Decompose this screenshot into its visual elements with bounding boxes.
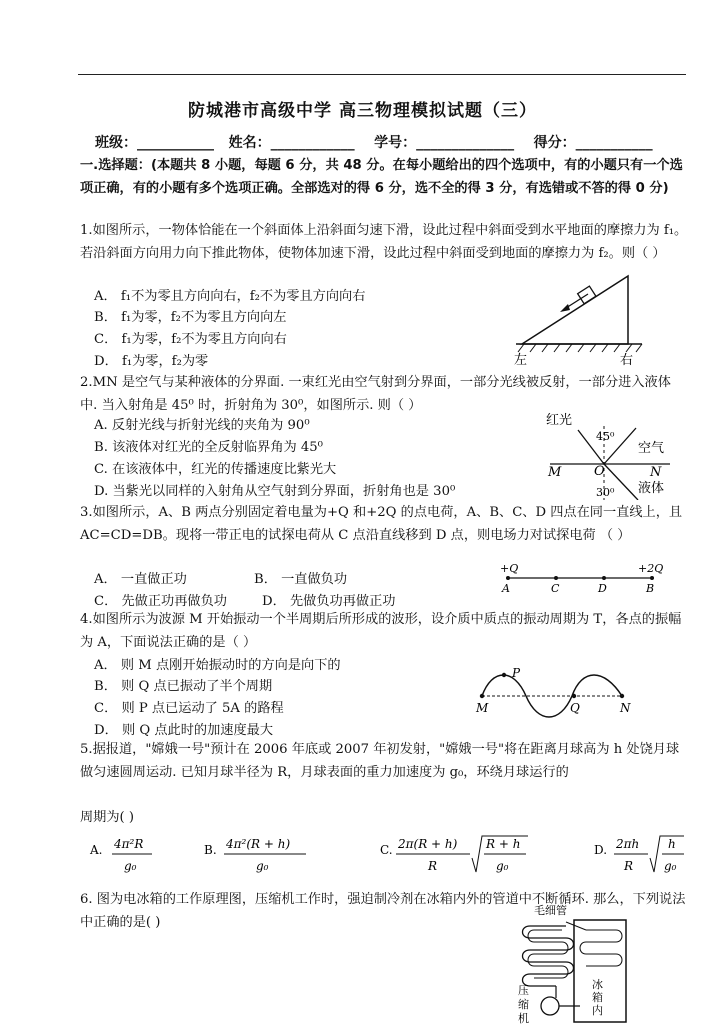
q2-red-light-label: 红光 xyxy=(546,413,573,428)
q3-point-c: C xyxy=(551,582,560,595)
q4-point-m: M xyxy=(476,701,489,715)
q6-compressor-label-2: 缩 xyxy=(518,998,529,1011)
q4-option-a: A． 则 M 点刚开始振动时的方向是向下的 xyxy=(94,658,341,673)
q2-O-label: O xyxy=(594,464,605,479)
q5-option-a-numerator: 4π²R xyxy=(114,837,144,851)
q2-angle-30-label: 30⁰ xyxy=(596,486,615,499)
q6-inside-label-1: 冰 xyxy=(592,978,603,991)
q6-compressor-label-1: 压 xyxy=(518,984,529,997)
q3-charges-figure xyxy=(496,560,676,596)
q5-option-d-numerator: 2πh xyxy=(616,837,640,851)
q2-option-d: D. 当紫光以同样的入射角从空气射到分界面，折射角也是 30⁰ xyxy=(94,484,456,499)
exam-title: 防城港市高级中学 高三物理模拟试题（三） xyxy=(188,101,537,121)
section-heading: 一.选择题：(本题共 8 小题，每题 6 分，共 48 分。在每小题给出的四个选项中，有的小题只有一个选项正确，有的小题有多个选项正确。全部选对的得 6 分，选不全的得 3 分，有选错或不答的得 0 分) xyxy=(80,158,683,196)
q2-M-label: M xyxy=(548,465,562,480)
q2-option-a: A. 反射光线与折射光线的夹角为 90⁰ xyxy=(94,418,310,433)
q1-incline-figure xyxy=(500,268,660,368)
q2-refraction-figure xyxy=(540,408,680,500)
q2-N-label: N xyxy=(650,465,662,480)
q5-option-c-sqrt-numerator: R + h xyxy=(486,837,521,851)
q4-option-b: B． 则 Q 点已振动了半个周期 xyxy=(94,679,273,694)
student-info-line: 班级：___________ 姓名：____________ 学号：______________ 得分：___________ xyxy=(95,135,653,151)
q3-point-b: B xyxy=(646,582,655,595)
q1-option-d: D． f₁为零，f₂为零 xyxy=(94,354,209,369)
q2-air-label: 空气 xyxy=(638,441,665,456)
q2-angle-45-label: 45⁰ xyxy=(596,430,615,443)
q5-option-c-sqrt-denominator: g₀ xyxy=(496,859,509,873)
q4-stem: 4.如图所示为波源 M 开始振动一个半周期后所形成的波形，设介质中质点的振动周期为 T，各点的振幅为 A，下面说法正确的是（ ） xyxy=(80,612,682,650)
q1-stem: 1.如图所示，一物体恰能在一个斜面体上沿斜面匀速下滑，设此过程中斜面受到水平地面的摩擦力为 f₁。若沿斜面方向用力向下推此物体，使物体加速下滑，设此过程中斜面受到地面的摩擦力为 f₂。则（ ） xyxy=(80,223,688,261)
q6-capillary-label: 毛细管 xyxy=(534,904,567,917)
q5-option-d-denominator: R xyxy=(624,859,634,873)
q1-option-c: C． f₁为零，f₂不为零且方向向右 xyxy=(94,332,287,347)
q1-option-a: A． f₁不为零且方向向右，f₂不为零且方向向右 xyxy=(94,289,366,304)
q2-option-b: B. 该液体对红光的全反射临界角为 45⁰ xyxy=(94,440,323,455)
q3-option-d: D． 先做负功再做正功 xyxy=(262,594,396,609)
q4-option-d: D． 则 Q 点此时的加速度最大 xyxy=(94,723,274,738)
q5-option-d-sqrt-denominator: g₀ xyxy=(664,859,677,873)
q2-option-c: C. 在该液体中，红光的传播速度比紫光大 xyxy=(94,462,337,477)
q2-liquid-label: 液体 xyxy=(638,481,665,496)
q1-option-b: B． f₁为零，f₂不为零且方向向左 xyxy=(94,310,287,325)
q3-point-d: D xyxy=(598,582,607,595)
q5-option-b-label: B. xyxy=(204,843,217,857)
q4-wave-figure xyxy=(470,662,640,726)
q5-stem: 5.据报道，"嫦娥一号"预计在 2006 年底或 2007 年初发射，"嫦娥一号"将在距离月球高为 h 处饶月球做匀速圆周运动. 已知月球半径为 R，月球表面的重力加速度为 g₀，环绕月球运行的 xyxy=(80,742,680,780)
q1-right-label: 右 xyxy=(620,353,634,368)
q5-option-d-sqrt-numerator: h xyxy=(668,837,676,851)
q6-fridge-figure xyxy=(516,902,636,1024)
q5-option-c-label: C. xyxy=(380,843,393,857)
q3-charge-plus-q: +Q xyxy=(500,562,519,575)
q6-inside-label-3: 内 xyxy=(592,1004,603,1017)
q6-inside-label-2: 箱 xyxy=(592,991,603,1004)
q5-option-a-label: A. xyxy=(90,843,103,857)
q1-left-label: 左 xyxy=(514,353,528,368)
q3-charge-plus-2q: +2Q xyxy=(638,562,664,575)
q3-option-b: B． 一直做负功 xyxy=(254,572,348,587)
q6-stem: 6. 图为电冰箱的工作原理图，压缩机工作时，强迫制冷剂在冰箱内外的管道中不断循环. 那么，下列说法中正确的是( ) xyxy=(80,892,686,930)
q4-point-q: Q xyxy=(570,701,580,715)
top-rule xyxy=(78,74,686,75)
q5-option-d-label: D. xyxy=(594,843,608,857)
q3-stem: 3.如图所示，A、B 两点分别固定着电量为+Q 和+2Q 的点电荷，A、B、C、D 四点在同一直线上，且 AC=CD=DB。现将一带正电的试探电荷从 C 点沿直线移到 D 点，则电场力对试探电荷 （ ） xyxy=(80,505,683,543)
q3-option-c: C． 先做正功再做负功 xyxy=(94,594,227,609)
q3-point-a: A xyxy=(502,582,510,595)
q5-stem-period: 周期为( ) xyxy=(80,810,135,825)
q6-compressor-label-3: 机 xyxy=(518,1012,529,1024)
q4-point-p: P xyxy=(512,666,521,680)
q5-options-formulas xyxy=(88,834,688,882)
q5-option-a-denominator: g₀ xyxy=(124,859,137,873)
q5-option-b-denominator: g₀ xyxy=(256,859,269,873)
q5-option-b-numerator: 4π²(R + h) xyxy=(226,837,291,851)
q3-option-a: A． 一直做正功 xyxy=(94,572,187,587)
q4-option-c: C． 则 P 点已运动了 5A 的路程 xyxy=(94,701,284,716)
q4-point-n: N xyxy=(620,701,631,715)
q2-stem: 2.MN 是空气与某种液体的分界面. 一束红光由空气射到分界面，一部分光线被反射，一部分进入液体中. 当入射角是 45⁰ 时，折射角为 30⁰，如图所示. 则（ ） xyxy=(80,375,671,413)
q5-option-c-numerator: 2π(R + h) xyxy=(398,837,458,851)
q5-option-c-denominator: R xyxy=(428,859,438,873)
